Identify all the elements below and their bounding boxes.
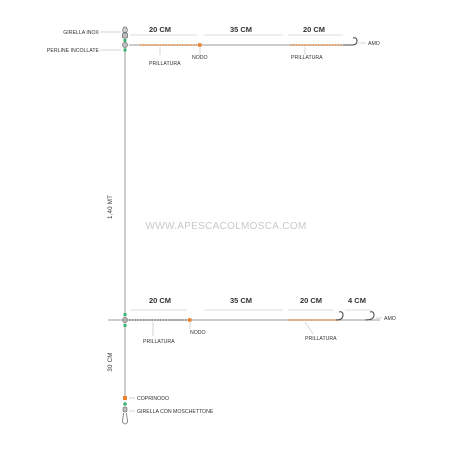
- top-seg2-length: 35 CM: [229, 25, 253, 34]
- bottom-seg2-length: 35 CM: [229, 296, 253, 305]
- prillatura-4-label: PRILLATURA: [305, 336, 337, 342]
- girella-moschettone-label: GIRELLA CON MOSCHETTONE: [137, 409, 214, 415]
- top-seg1-length: 20 CM: [148, 25, 172, 34]
- top-knot: [198, 43, 202, 47]
- lower-line-length: 30 CM: [107, 352, 114, 372]
- snap-swivel: [123, 402, 128, 424]
- bottom-knot: [188, 318, 192, 322]
- amo-bottom-label: AMO: [384, 316, 396, 322]
- bottom-seg4-length: 4 CM: [348, 296, 366, 305]
- top-seg3-length: 20 CM: [302, 25, 326, 34]
- prillatura-3-label: PRILLATURA: [143, 339, 175, 345]
- nodo-1-label: NODO: [192, 55, 208, 61]
- bottom-seg1-length: 20 CM: [148, 296, 172, 305]
- top-hook: [343, 38, 357, 45]
- perline-incollate-label: PERLINE INCOLLATE: [46, 48, 99, 54]
- bottom-hook-1: [336, 312, 343, 320]
- bottom-seg3-length: 20 CM: [299, 296, 323, 305]
- leader-prillatura-4: [305, 322, 313, 334]
- nodo-2-label: NODO: [190, 330, 206, 336]
- prillatura-1-label: PRILLATURA: [149, 61, 181, 67]
- prillatura-2-label: PRILLATURA: [291, 55, 323, 61]
- knot-cover: [123, 396, 127, 400]
- watermark-text: WWW.APESCACOLMOSCA.COM: [145, 221, 307, 232]
- amo-top-label: AMO: [368, 41, 380, 47]
- girella-inox-label: GIRELLA INOX: [63, 30, 99, 36]
- bottom-hook-2: [365, 312, 374, 320]
- glued-beads-top: [122, 39, 127, 52]
- coprinodo-label: COPRINODO: [137, 396, 169, 402]
- main-line-length: 1,40 MT: [107, 194, 114, 220]
